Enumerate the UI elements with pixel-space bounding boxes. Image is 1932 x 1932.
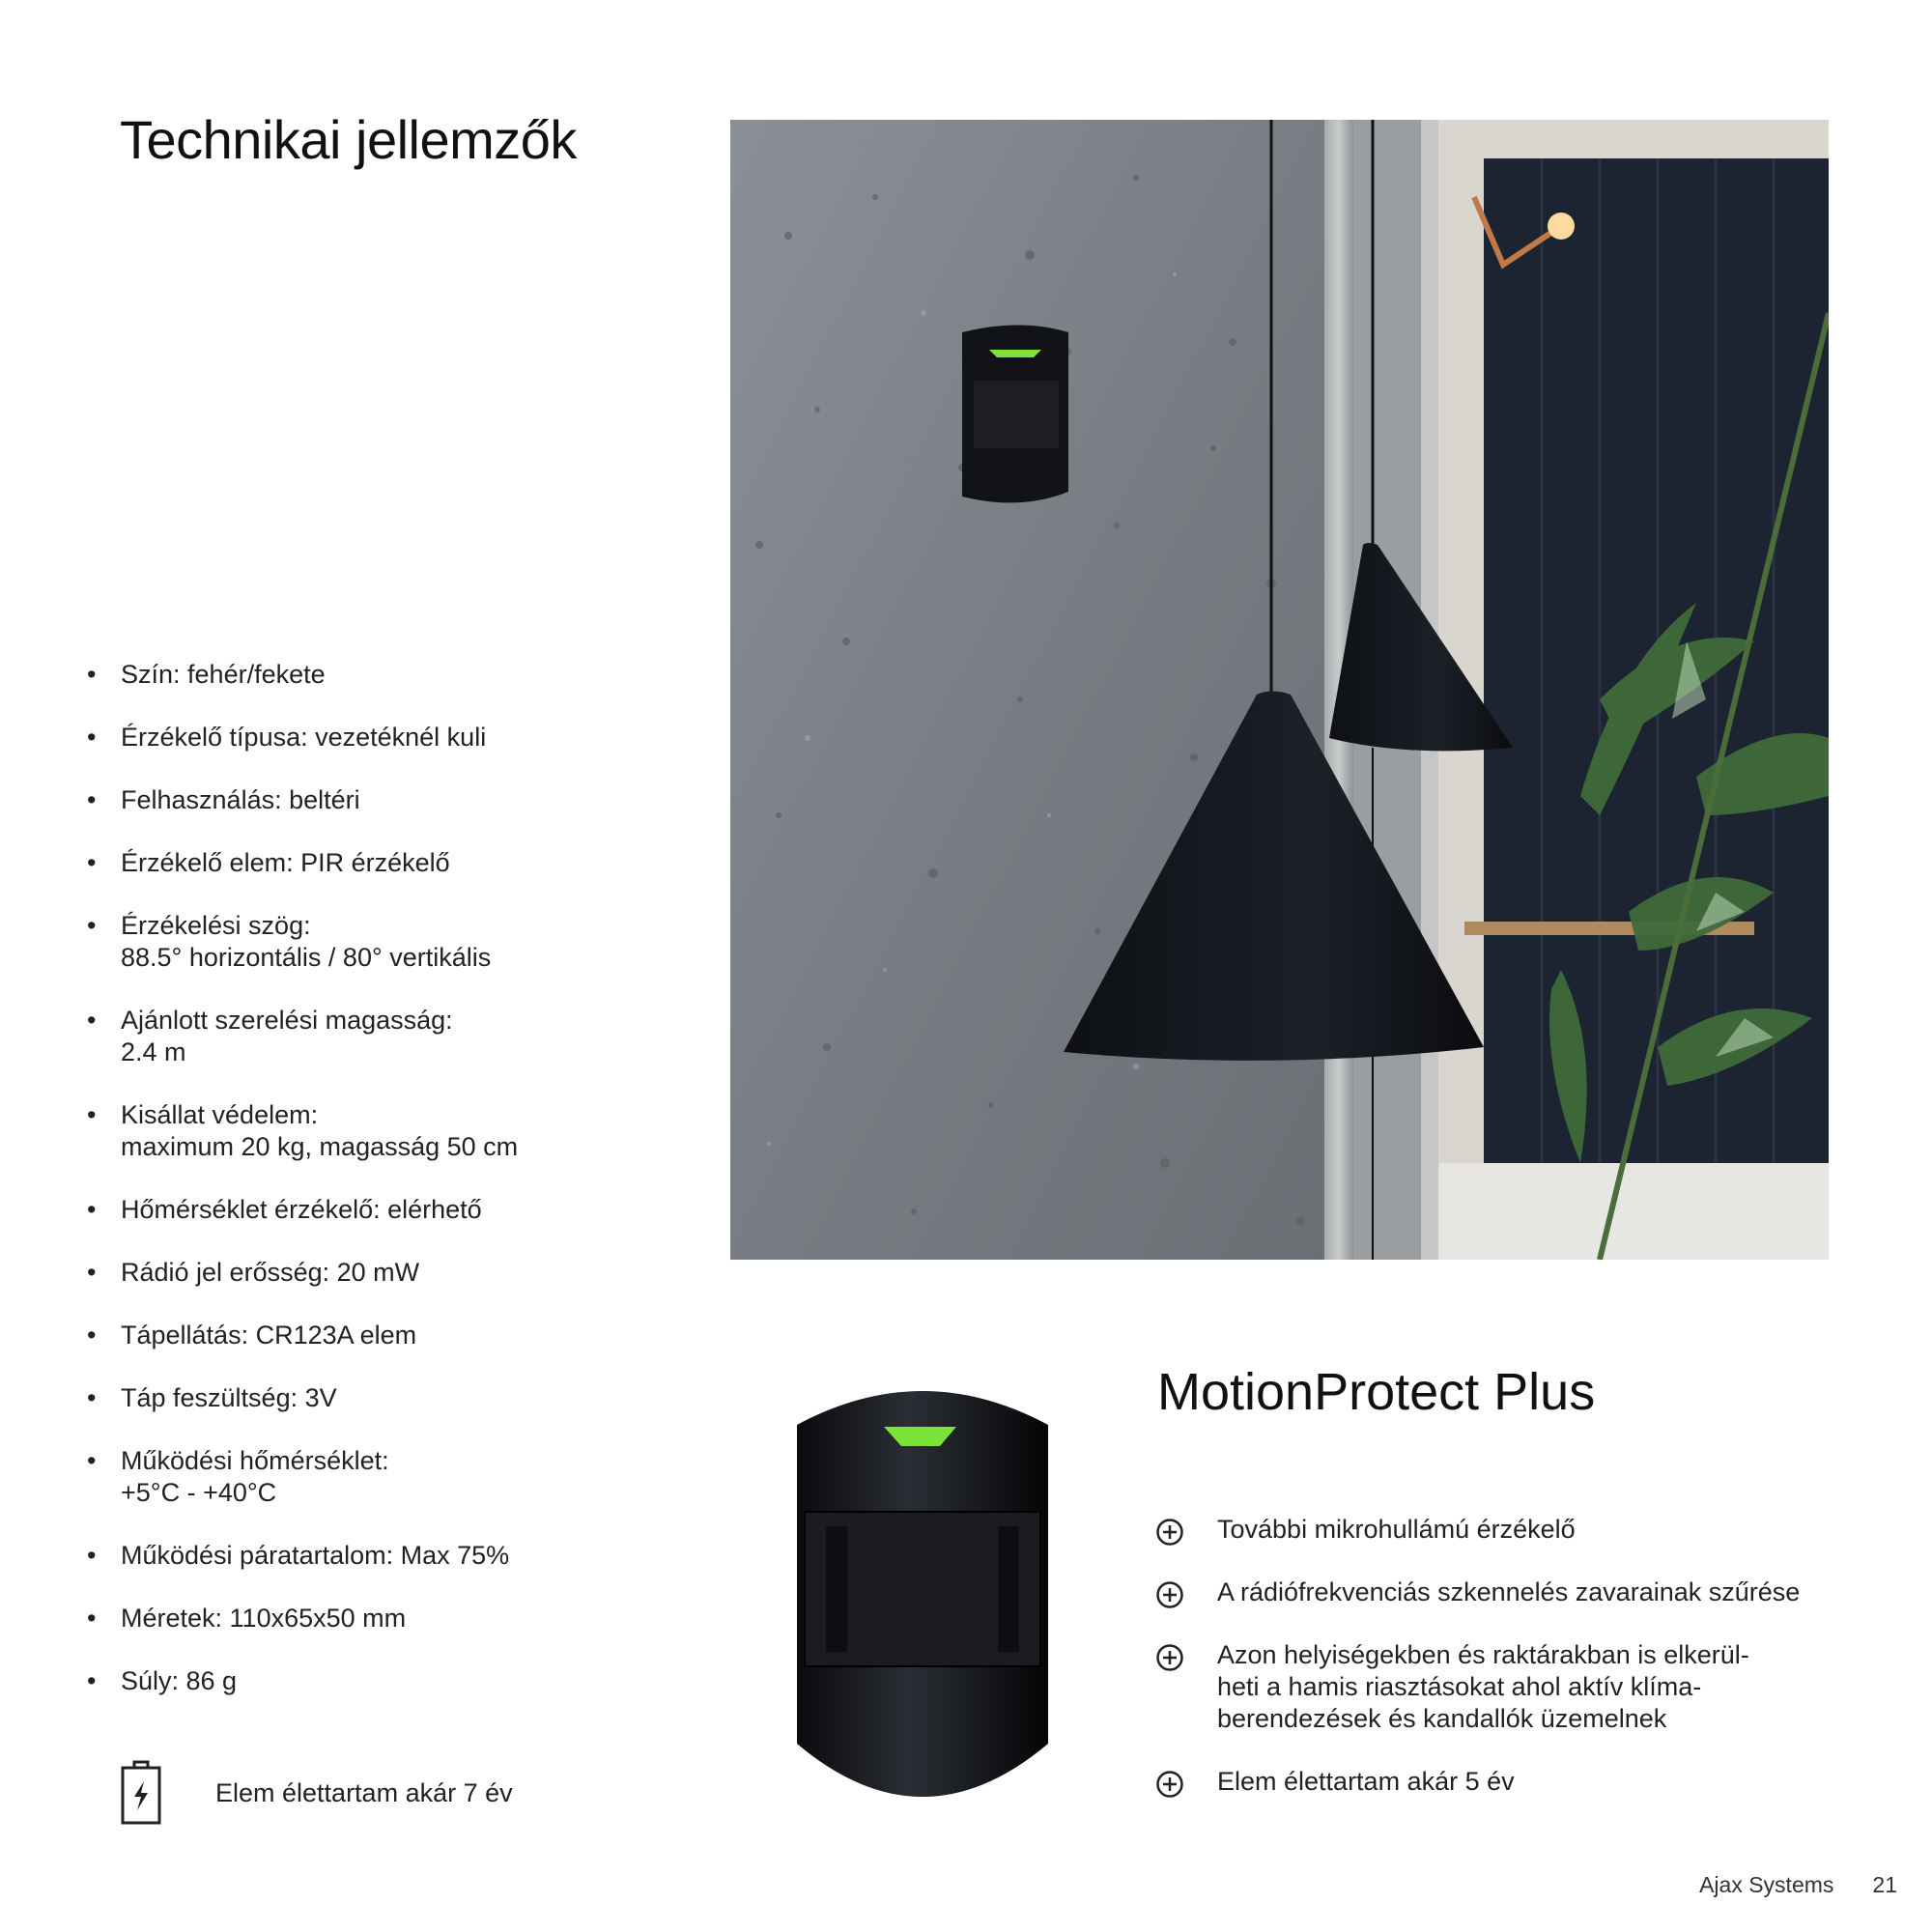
plus-circle-icon [1155, 1770, 1184, 1799]
spec-line: Felhasználás: beltéri [121, 785, 360, 814]
bullet: • [87, 1258, 97, 1287]
bullet: • [87, 1006, 97, 1035]
bullet: • [87, 1666, 97, 1695]
feature-line: heti a hamis riasztásokat ahol aktív klíma- [1217, 1672, 1702, 1701]
bullet: • [87, 848, 97, 877]
bullet: • [87, 1383, 97, 1412]
bullet: • [87, 1604, 97, 1633]
spec-line: Ajánlott szerelési magasság: [121, 1006, 453, 1035]
room-photo [730, 120, 1829, 1260]
spec-line: Működési hőmérséklet: [121, 1446, 389, 1475]
spec-line: maximum 20 kg, magasság 50 cm [121, 1132, 519, 1161]
plus-circle-icon [1155, 1518, 1184, 1547]
feature-line: A rádiófrekvenciás szkennelés zavarainak szűrése [1217, 1577, 1801, 1606]
plus-circle-icon [1155, 1643, 1184, 1672]
spec-line: Érzékelő típusa: vezetéknél kuli [121, 723, 487, 752]
battery-life-text: Elem élettartam akár 7 év [215, 1777, 513, 1807]
feature-line: További mikrohullámú érzékelő [1217, 1515, 1576, 1544]
spec-line: Hőmérséklet érzékelő: elérhető [121, 1195, 482, 1224]
bullet: • [87, 723, 97, 752]
spec-line: +5°C - +40°C [121, 1478, 277, 1507]
spec-item [87, 1445, 628, 1509]
feature-item [1155, 1577, 1851, 1608]
spec-line: Táp feszültség: 3V [121, 1383, 337, 1412]
spec-line: Szín: fehér/fekete [121, 660, 326, 689]
spec-item [87, 1005, 628, 1068]
feature-line: Azon helyiségekben és raktárakban is elkerül- [1217, 1640, 1749, 1669]
page-footer [1699, 1872, 1897, 1898]
spec-item [87, 1665, 628, 1697]
bullet: • [87, 1321, 97, 1350]
spec-item [87, 847, 628, 879]
spec-item [87, 1257, 628, 1289]
spec-line: Kisállat védelem: [121, 1100, 319, 1129]
spec-item [87, 1540, 628, 1572]
feature-line: Elem élettartam akár 5 év [1217, 1767, 1515, 1796]
bullet: • [87, 1446, 97, 1475]
battery-charging-icon [120, 1760, 162, 1826]
bullet: • [87, 1195, 97, 1224]
spec-item [87, 1382, 628, 1414]
spec-line: Méretek: 110x65x50 mm [121, 1604, 407, 1633]
spec-item [87, 1099, 628, 1163]
spec-item [87, 1603, 628, 1634]
spec-line: Tápellátás: CR123A elem [121, 1321, 417, 1350]
spec-line: Működési páratartalom: Max 75% [121, 1541, 510, 1570]
spec-line: 2.4 m [121, 1037, 186, 1066]
page-number: 21 [1872, 1872, 1897, 1897]
bullet: • [87, 1100, 97, 1129]
spec-line: Súly: 86 g [121, 1666, 238, 1695]
feature-item [1155, 1639, 1851, 1735]
spec-item [87, 659, 628, 691]
page-title: Technikai jellemzők [120, 109, 577, 170]
product-image [787, 1367, 1058, 1821]
feature-item [1155, 1766, 1851, 1798]
product-title: MotionProtect Plus [1157, 1363, 1596, 1421]
plus-circle-icon [1155, 1580, 1184, 1609]
spec-line: 88.5° horizontális / 80° vertikális [121, 943, 492, 972]
spec-item [87, 1320, 628, 1351]
spec-line: Rádió jel erősség: 20 mW [121, 1258, 420, 1287]
spec-item [87, 910, 628, 974]
bullet: • [87, 785, 97, 814]
spec-line: Érzékelési szög: [121, 911, 311, 940]
spec-item [87, 784, 628, 816]
feature-list [1155, 1514, 1851, 1829]
bullet: • [87, 660, 97, 689]
spec-item [87, 722, 628, 753]
spec-list [87, 659, 628, 1728]
battery-life-note [120, 1760, 513, 1826]
feature-line: berendezések és kandallók üzemelnek [1217, 1704, 1667, 1733]
spec-item [87, 1194, 628, 1226]
footer-brand: Ajax Systems [1699, 1872, 1834, 1897]
bullet: • [87, 1541, 97, 1570]
spec-line: Érzékelő elem: PIR érzékelő [121, 848, 450, 877]
feature-item [1155, 1514, 1851, 1546]
bullet: • [87, 911, 97, 940]
